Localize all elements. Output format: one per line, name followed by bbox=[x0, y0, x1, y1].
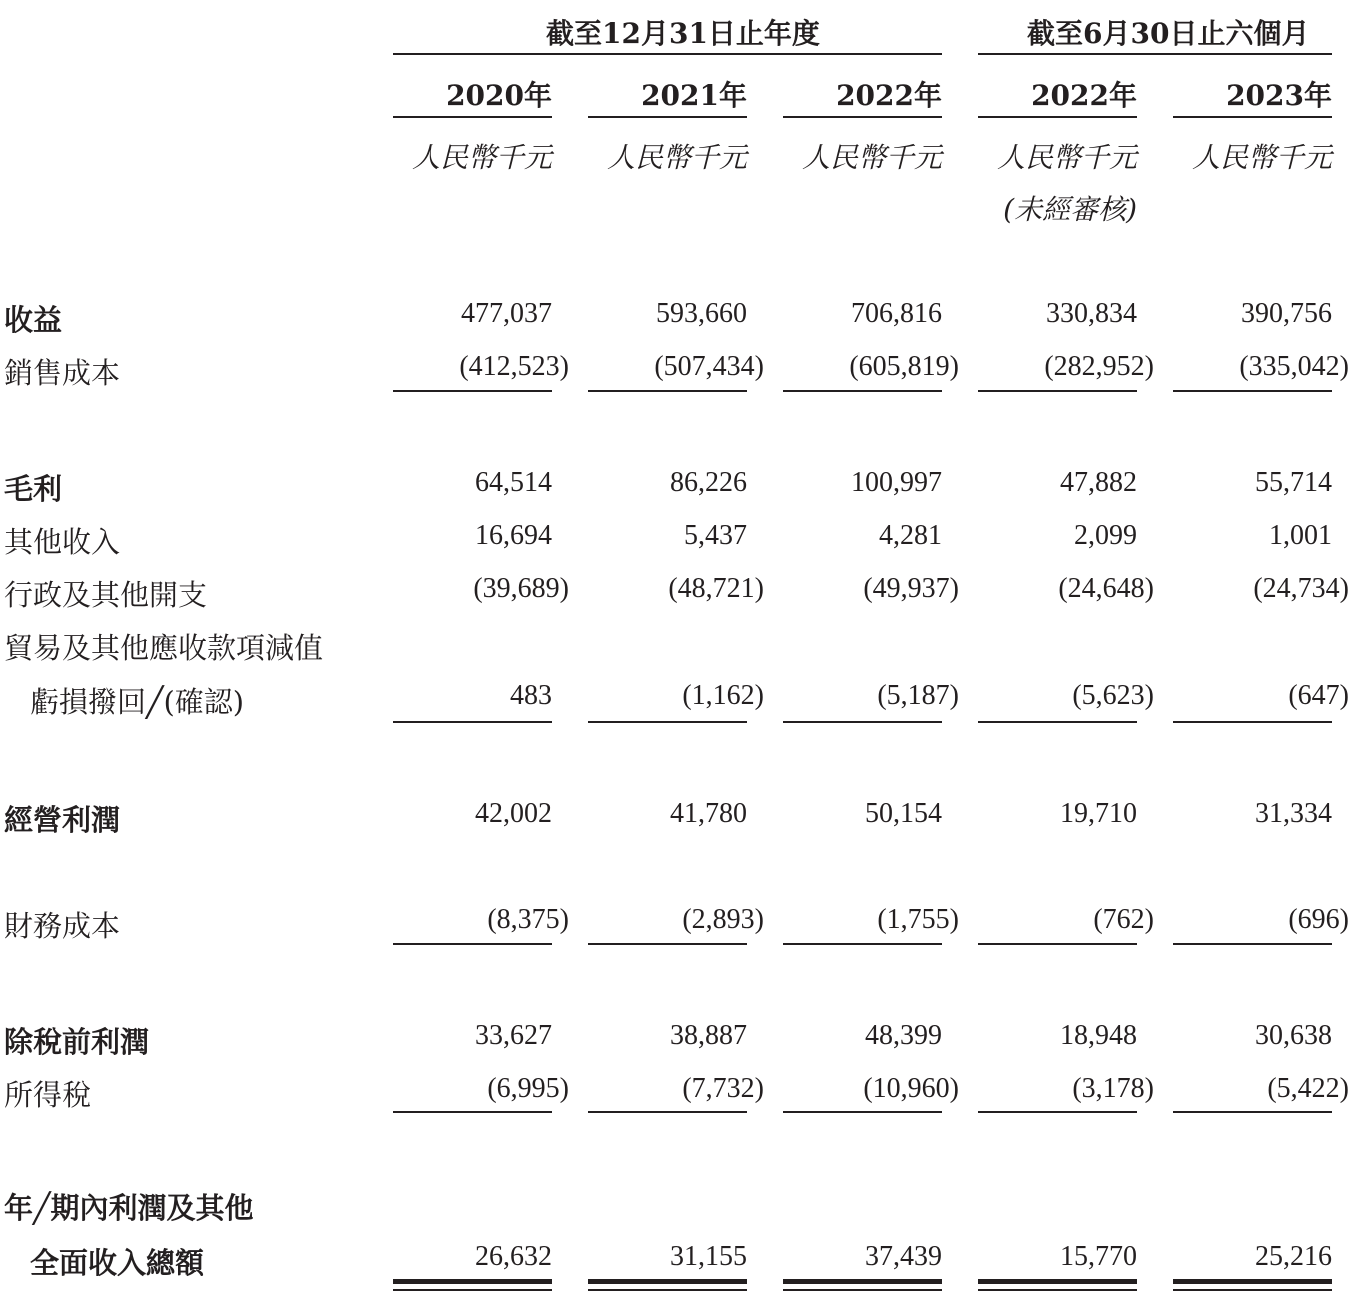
cell-value: 42,002 bbox=[475, 798, 552, 829]
cell-value: 5,437 bbox=[684, 520, 747, 551]
row-label: 財務成本 bbox=[4, 909, 121, 943]
subtotal-rule bbox=[393, 390, 552, 392]
cell-value: 55,714 bbox=[1255, 467, 1332, 498]
column-header-rule bbox=[588, 116, 747, 118]
total-rule-thick bbox=[393, 1279, 552, 1284]
cell-value: (1,162) bbox=[682, 680, 764, 711]
column-header-rule bbox=[393, 116, 552, 118]
cell-value: (282,952) bbox=[1044, 351, 1154, 382]
cell-value: 31,334 bbox=[1255, 798, 1332, 829]
cell-value: (335,042) bbox=[1239, 351, 1349, 382]
cell-value: (6,995) bbox=[487, 1073, 569, 1104]
cell-value: 38,887 bbox=[670, 1020, 747, 1051]
column-unit: 人民幣千元 bbox=[1191, 141, 1332, 174]
cell-value: 41,780 bbox=[670, 798, 747, 829]
subtotal-rule bbox=[1173, 1111, 1332, 1113]
header-rule-six-months bbox=[978, 53, 1332, 55]
cell-value: 2,099 bbox=[1074, 520, 1137, 551]
period-header-six-months: 截至6月30日止六個月 bbox=[1027, 17, 1310, 50]
subtotal-rule bbox=[588, 943, 747, 945]
cell-value: 50,154 bbox=[865, 798, 942, 829]
cell-value: (647) bbox=[1288, 680, 1349, 711]
total-rule-thick bbox=[1173, 1279, 1332, 1284]
total-rule-thin bbox=[783, 1289, 942, 1291]
cell-value: 593,660 bbox=[656, 298, 747, 329]
cell-value: (762) bbox=[1093, 904, 1154, 935]
cell-value: 26,632 bbox=[475, 1241, 552, 1272]
column-unit: 人民幣千元 bbox=[411, 141, 552, 174]
row-label: 其他收入 bbox=[4, 525, 121, 559]
subtotal-rule bbox=[588, 721, 747, 723]
total-rule-thin bbox=[393, 1289, 552, 1291]
column-unit: 人民幣千元 bbox=[996, 141, 1137, 174]
column-header-rule bbox=[978, 116, 1137, 118]
cell-value: 100,997 bbox=[851, 467, 942, 498]
cell-value: (5,422) bbox=[1267, 1073, 1349, 1104]
subtotal-rule bbox=[978, 390, 1137, 392]
column-header-rule bbox=[1173, 116, 1332, 118]
cell-value: (49,937) bbox=[863, 573, 959, 604]
subtotal-rule bbox=[393, 943, 552, 945]
subtotal-rule bbox=[978, 1111, 1137, 1113]
subtotal-rule bbox=[1173, 721, 1332, 723]
cell-value: (7,732) bbox=[682, 1073, 764, 1104]
cell-value: 15,770 bbox=[1060, 1241, 1137, 1272]
period-header-annual: 截至12月31日止年度 bbox=[546, 17, 820, 50]
cell-value: 48,399 bbox=[865, 1020, 942, 1051]
row-label: 所得稅 bbox=[4, 1078, 92, 1112]
column-year: 2022年 bbox=[836, 79, 942, 112]
column-unit: 人民幣千元 bbox=[801, 141, 942, 174]
cell-value: 330,834 bbox=[1046, 298, 1137, 329]
cell-value: 86,226 bbox=[670, 467, 747, 498]
total-rule-thick bbox=[783, 1279, 942, 1284]
column-header-rule bbox=[783, 116, 942, 118]
column-year: 2021年 bbox=[641, 79, 747, 112]
cell-value: 16,694 bbox=[475, 520, 552, 551]
subtotal-rule bbox=[783, 390, 942, 392]
cell-value: (696) bbox=[1288, 904, 1349, 935]
cell-value: (3,178) bbox=[1072, 1073, 1154, 1104]
column-note: (未經審核) bbox=[1003, 193, 1137, 226]
subtotal-rule bbox=[783, 721, 942, 723]
subtotal-rule bbox=[588, 1111, 747, 1113]
row-label: 毛利 bbox=[4, 472, 63, 506]
cell-value: (24,648) bbox=[1058, 573, 1154, 604]
cell-value: (5,623) bbox=[1072, 680, 1154, 711]
subtotal-rule bbox=[1173, 943, 1332, 945]
row-label: 貿易及其他應收款項減值 bbox=[4, 631, 324, 665]
total-rule-thick bbox=[588, 1279, 747, 1284]
subtotal-rule bbox=[978, 721, 1137, 723]
subtotal-rule bbox=[588, 390, 747, 392]
cell-value: 30,638 bbox=[1255, 1020, 1332, 1051]
row-label: 行政及其他開支 bbox=[4, 578, 208, 612]
cell-value: 31,155 bbox=[670, 1241, 747, 1272]
cell-value: 25,216 bbox=[1255, 1241, 1332, 1272]
cell-value: (605,819) bbox=[849, 351, 959, 382]
cell-value: 483 bbox=[510, 680, 552, 711]
cell-value: 19,710 bbox=[1060, 798, 1137, 829]
cell-value: 64,514 bbox=[475, 467, 552, 498]
cell-value: 4,281 bbox=[879, 520, 942, 551]
cell-value: 477,037 bbox=[461, 298, 552, 329]
cell-value: (2,893) bbox=[682, 904, 764, 935]
header-rule-annual bbox=[393, 53, 942, 55]
row-label-continued: 全面收入總額 bbox=[30, 1246, 205, 1280]
subtotal-rule bbox=[783, 943, 942, 945]
cell-value: (8,375) bbox=[487, 904, 569, 935]
cell-value: (507,434) bbox=[654, 351, 764, 382]
row-label-continued: 虧損撥回╱(確認) bbox=[30, 685, 245, 719]
cell-value: (24,734) bbox=[1253, 573, 1349, 604]
total-rule-thin bbox=[1173, 1289, 1332, 1291]
subtotal-rule bbox=[393, 1111, 552, 1113]
cell-value: 37,439 bbox=[865, 1241, 942, 1272]
cell-value: (39,689) bbox=[473, 573, 569, 604]
cell-value: 33,627 bbox=[475, 1020, 552, 1051]
row-label: 除稅前利潤 bbox=[4, 1025, 150, 1059]
column-year: 2020年 bbox=[446, 79, 552, 112]
row-label: 收益 bbox=[4, 303, 63, 337]
row-label: 經營利潤 bbox=[4, 803, 121, 837]
row-label: 銷售成本 bbox=[4, 356, 121, 390]
subtotal-rule bbox=[1173, 390, 1332, 392]
column-unit: 人民幣千元 bbox=[606, 141, 747, 174]
column-year: 2022年 bbox=[1031, 79, 1137, 112]
cell-value: 47,882 bbox=[1060, 467, 1137, 498]
total-rule-thin bbox=[588, 1289, 747, 1291]
cell-value: 1,001 bbox=[1269, 520, 1332, 551]
row-label: 年╱期內利潤及其他 bbox=[4, 1191, 254, 1225]
cell-value: (10,960) bbox=[863, 1073, 959, 1104]
cell-value: 706,816 bbox=[851, 298, 942, 329]
cell-value: (5,187) bbox=[877, 680, 959, 711]
cell-value: (1,755) bbox=[877, 904, 959, 935]
subtotal-rule bbox=[783, 1111, 942, 1113]
cell-value: 18,948 bbox=[1060, 1020, 1137, 1051]
cell-value: (48,721) bbox=[668, 573, 764, 604]
cell-value: (412,523) bbox=[459, 351, 569, 382]
subtotal-rule bbox=[393, 721, 552, 723]
column-year: 2023年 bbox=[1226, 79, 1332, 112]
total-rule-thick bbox=[978, 1279, 1137, 1284]
subtotal-rule bbox=[978, 943, 1137, 945]
total-rule-thin bbox=[978, 1289, 1137, 1291]
cell-value: 390,756 bbox=[1241, 298, 1332, 329]
